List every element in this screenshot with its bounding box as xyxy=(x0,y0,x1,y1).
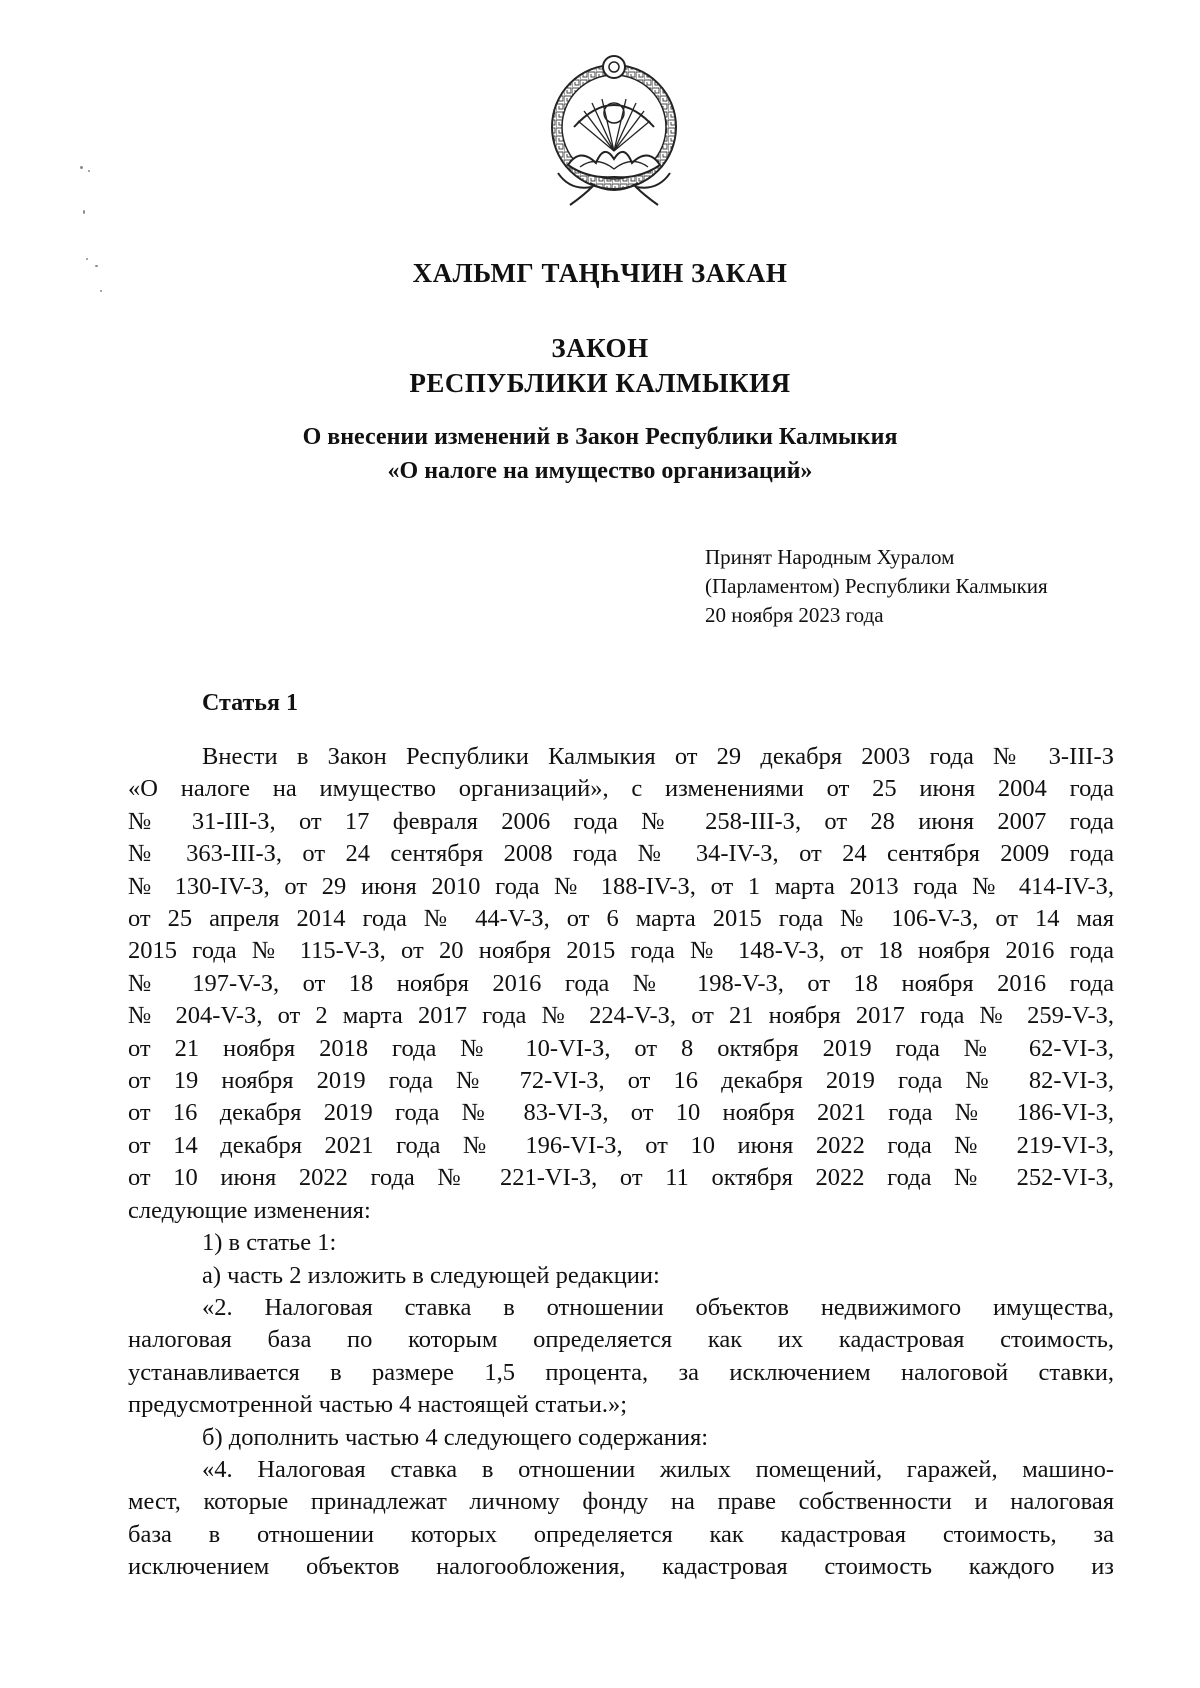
kalmyk-title: ХАЛЬМГ ТАҢҺЧИН ЗАКАН xyxy=(412,258,788,288)
part2-line: предусмотренной частью 4 настоящей статьи.»; xyxy=(128,1391,628,1419)
part2-line: «2. Налоговая ставка в отношении объектов недвижимого имущества, xyxy=(202,1293,1114,1321)
item-1: 1) в статье 1: xyxy=(202,1229,337,1257)
body-line: от 25 апреля 2014 года № 44-V-З, от 6 марта 2015 года № 106-V-З, от 14 мая xyxy=(128,905,1114,933)
body-line: от 10 июня 2022 года № 221-VI-З, от 11 октября 2022 года № 252-VI-З, xyxy=(128,1164,1114,1192)
article-body xyxy=(128,741,1114,1584)
body-line: «О налоге на имущество организаций», с изменениями от 25 июня 2004 года xyxy=(128,775,1114,803)
adoption-note xyxy=(705,543,1048,630)
item-b: б) дополнить частью 4 следующего содержания: xyxy=(202,1423,709,1451)
part2-line: налоговая база по которым определяется как их кадастровая стоимость, xyxy=(128,1326,1114,1354)
body-line: от 14 декабря 2021 года № 196-VI-З, от 10 июня 2022 года № 219-VI-З, xyxy=(128,1131,1114,1159)
body-line: № 204-V-З, от 2 марта 2017 года № 224-V-З, от 21 ноября 2017 года № 259-V-З, xyxy=(128,1002,1114,1030)
body-line: следующие изменения: xyxy=(128,1196,371,1224)
body-line: от 19 ноября 2019 года № 72-VI-З, от 16 декабря 2019 года № 82-VI-З, xyxy=(128,1067,1114,1095)
adoption-line-1: Принят Народным Хуралом xyxy=(705,545,955,569)
part2-line: устанавливается в размере 1,5 процента, за исключением налоговой ставки, xyxy=(128,1358,1114,1386)
adoption-date: 20 ноября 2023 года xyxy=(705,603,884,627)
part4-line: база в отношении которых определяется как кадастровая стоимость, за xyxy=(128,1520,1114,1548)
body-line: № 363-III-З, от 24 сентября 2008 года № 34-IV-З, от 24 сентября 2009 года xyxy=(128,840,1114,868)
subject-line-2: «О налоге на имущество организаций» xyxy=(387,458,813,484)
item-a: а) часть 2 изложить в следующей редакции: xyxy=(202,1261,660,1289)
adoption-line-2: (Парламентом) Республики Калмыкия xyxy=(705,574,1048,598)
part4-line: исключением объектов налогообложения, кадастровая стоимость каждого из xyxy=(128,1553,1114,1581)
article-heading: Статья 1 xyxy=(202,690,298,716)
law-title: ЗАКОН xyxy=(551,333,649,363)
coat-of-arms-emblem xyxy=(540,55,688,213)
body-line: № 197-V-З, от 18 ноября 2016 года № 198-V-З, от 18 ноября 2016 года xyxy=(128,969,1114,997)
body-line: от 16 декабря 2019 года № 83-VI-З, от 10 ноября 2021 года № 186-VI-З, xyxy=(128,1099,1114,1127)
part4-line: мест, которые принадлежат личному фонду на праве собственности и налоговая xyxy=(128,1488,1114,1516)
body-line: Внести в Закон Республики Калмыкия от 29 декабря 2003 года № 3-III-З xyxy=(202,743,1114,770)
republic-title: РЕСПУБЛИКИ КАЛМЫКИЯ xyxy=(409,368,791,398)
part4-line: «4. Налоговая ставка в отношении жилых помещений, гаражей, машино- xyxy=(202,1455,1114,1483)
body-line: от 21 ноября 2018 года № 10-VI-З, от 8 октября 2019 года № 62-VI-З, xyxy=(128,1034,1114,1062)
subject-line-1: О внесении изменений в Закон Республики Калмыкия xyxy=(302,424,898,450)
body-line: № 130-IV-З, от 29 июня 2010 года № 188-IV-З, от 1 марта 2013 года № 414-IV-З, xyxy=(128,872,1114,900)
body-line: № 31-III-З, от 17 февраля 2006 года № 258-III-З, от 28 июня 2007 года xyxy=(128,807,1114,835)
body-line: 2015 года № 115-V-З, от 20 ноября 2015 года № 148-V-З, от 18 ноября 2016 года xyxy=(128,937,1114,965)
